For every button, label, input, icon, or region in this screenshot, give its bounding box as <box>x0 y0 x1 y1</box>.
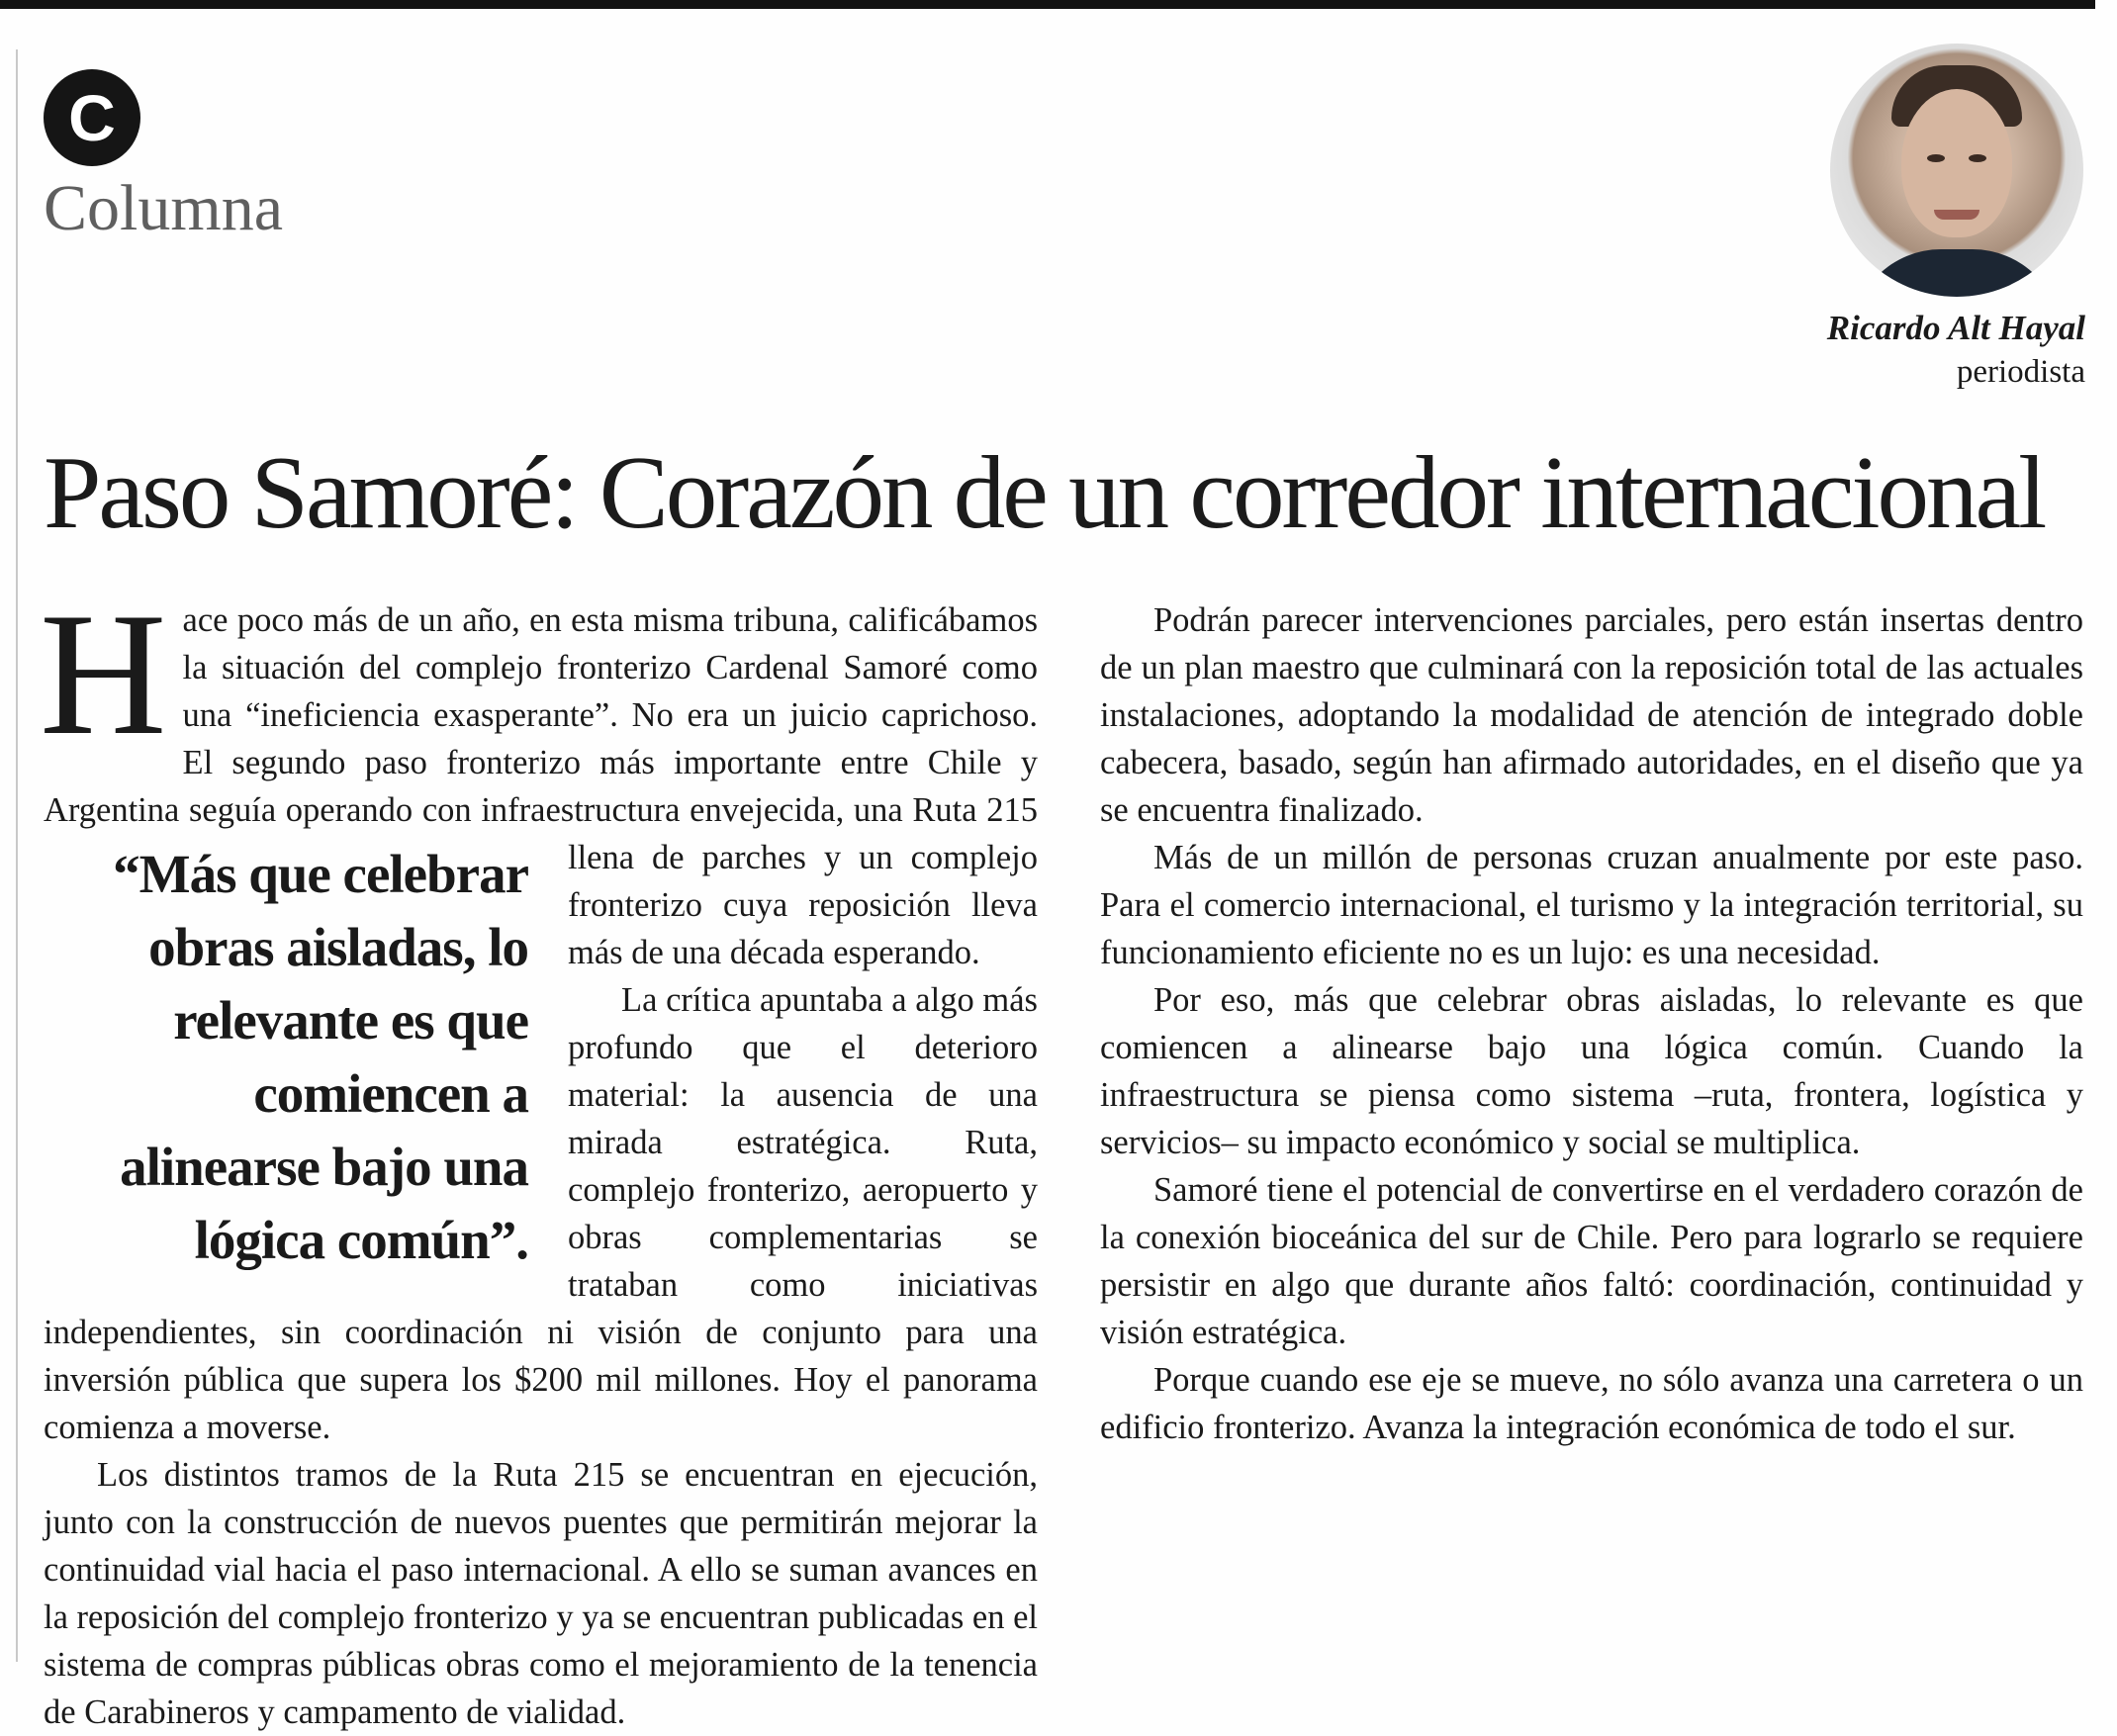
paragraph: Más de un millón de personas cruzan anualmente por este paso. Para el comercio internacional, el turismo y la integración territorial, su funcionamiento eficiente no es un lujo: es una necesidad. <box>1100 839 2083 971</box>
article-column-right <box>1100 596 2083 1451</box>
author-photo-mouth <box>1934 210 1979 220</box>
paragraph: La crítica apuntaba a algo más profundo que el deterioro material: la ausencia de una mirada estratégica. Ruta, complejo fronterizo, aeropuerto y obras complementarias se trataban como iniciativas independientes, sin coordinación ni visión de conjunto para una inversión pública que supera los $200 mil millones. Hoy el panorama comienza a moverse. <box>44 981 1038 1446</box>
author-photo-eye-right <box>1969 154 1986 162</box>
pull-quote: “Más que celebrar obras aisladas, lo relevante es que comiencen a alinearse bajo una lógica común”. <box>113 844 528 1270</box>
paragraph: Por eso, más que celebrar obras aisladas, lo relevante es que comiencen a alinearse bajo una lógica común. Cuando la infraestructura se piensa como sistema –ruta, frontera, logística y servicios– su impacto económico y social se multiplica. <box>1100 981 2083 1161</box>
paragraph-text-continued: una Ruta 215 llena de parches y un complejo fronterizo cuya reposición lleva más de una década esperando. <box>568 791 1038 971</box>
left-rule <box>16 49 18 1662</box>
paragraph: Podrán parecer intervenciones parciales, pero están insertas dentro de un plan maestro que culminará con la reposición total de las actuales instalaciones, adoptando la modalidad de atención de integrado doble cabecera, basado, según han afirmado autoridades, en el diseño que ya se encuentra finalizado. <box>1100 601 2083 829</box>
drop-cap: H <box>40 576 167 772</box>
author-photo-shirt <box>1852 249 2062 297</box>
section-logo: C <box>44 69 140 166</box>
top-rule <box>0 0 2095 9</box>
paragraph: Samoré tiene el potencial de convertirse en el verdadero corazón de la conexión bioceánica del sur de Chile. Pero para lograrlo se requiere persistir en algo que durante años faltó: coordinación, continuidad y visión estratégica. <box>1100 1171 2083 1351</box>
section-label: Columna <box>44 172 283 244</box>
headline: Paso Samoré: Corazón de un corredor internacional <box>44 434 2045 550</box>
article-column-left <box>40 576 1038 1736</box>
author-role: periodista <box>1956 354 2085 390</box>
author-photo <box>1830 44 2083 297</box>
author-name: Ricardo Alt Hayal <box>1826 309 2085 347</box>
paragraph-text: ace poco más de un año, en esta misma tribuna, calificábamos la situación del complejo fronterizo Cardenal Samoré como una “ineficiencia exasperante”. No era un juicio caprichoso. El segundo paso fronterizo más importante entre Chile y Argentina seguía operando con infraestructura envejecida, <box>44 601 1038 829</box>
author-photo-eye-left <box>1927 154 1945 162</box>
paragraph: Porque cuando ese eje se mueve, no sólo avanza una carretera o un edificio fronterizo. Avanza la integración económica de todo el sur. <box>1100 1361 2083 1446</box>
paragraph: Los distintos tramos de la Ruta 215 se encuentran en ejecución, junto con la construcción de nuevos puentes que permitirán mejorar la continuidad vial hacia el paso internacional. A ello se suman avances en la reposición del complejo fronterizo y ya se encuentran publicadas en el sistema de compras públicas obras como el mejoramiento de la tenencia de Carabineros y campamento de vialidad. <box>44 1456 1038 1731</box>
